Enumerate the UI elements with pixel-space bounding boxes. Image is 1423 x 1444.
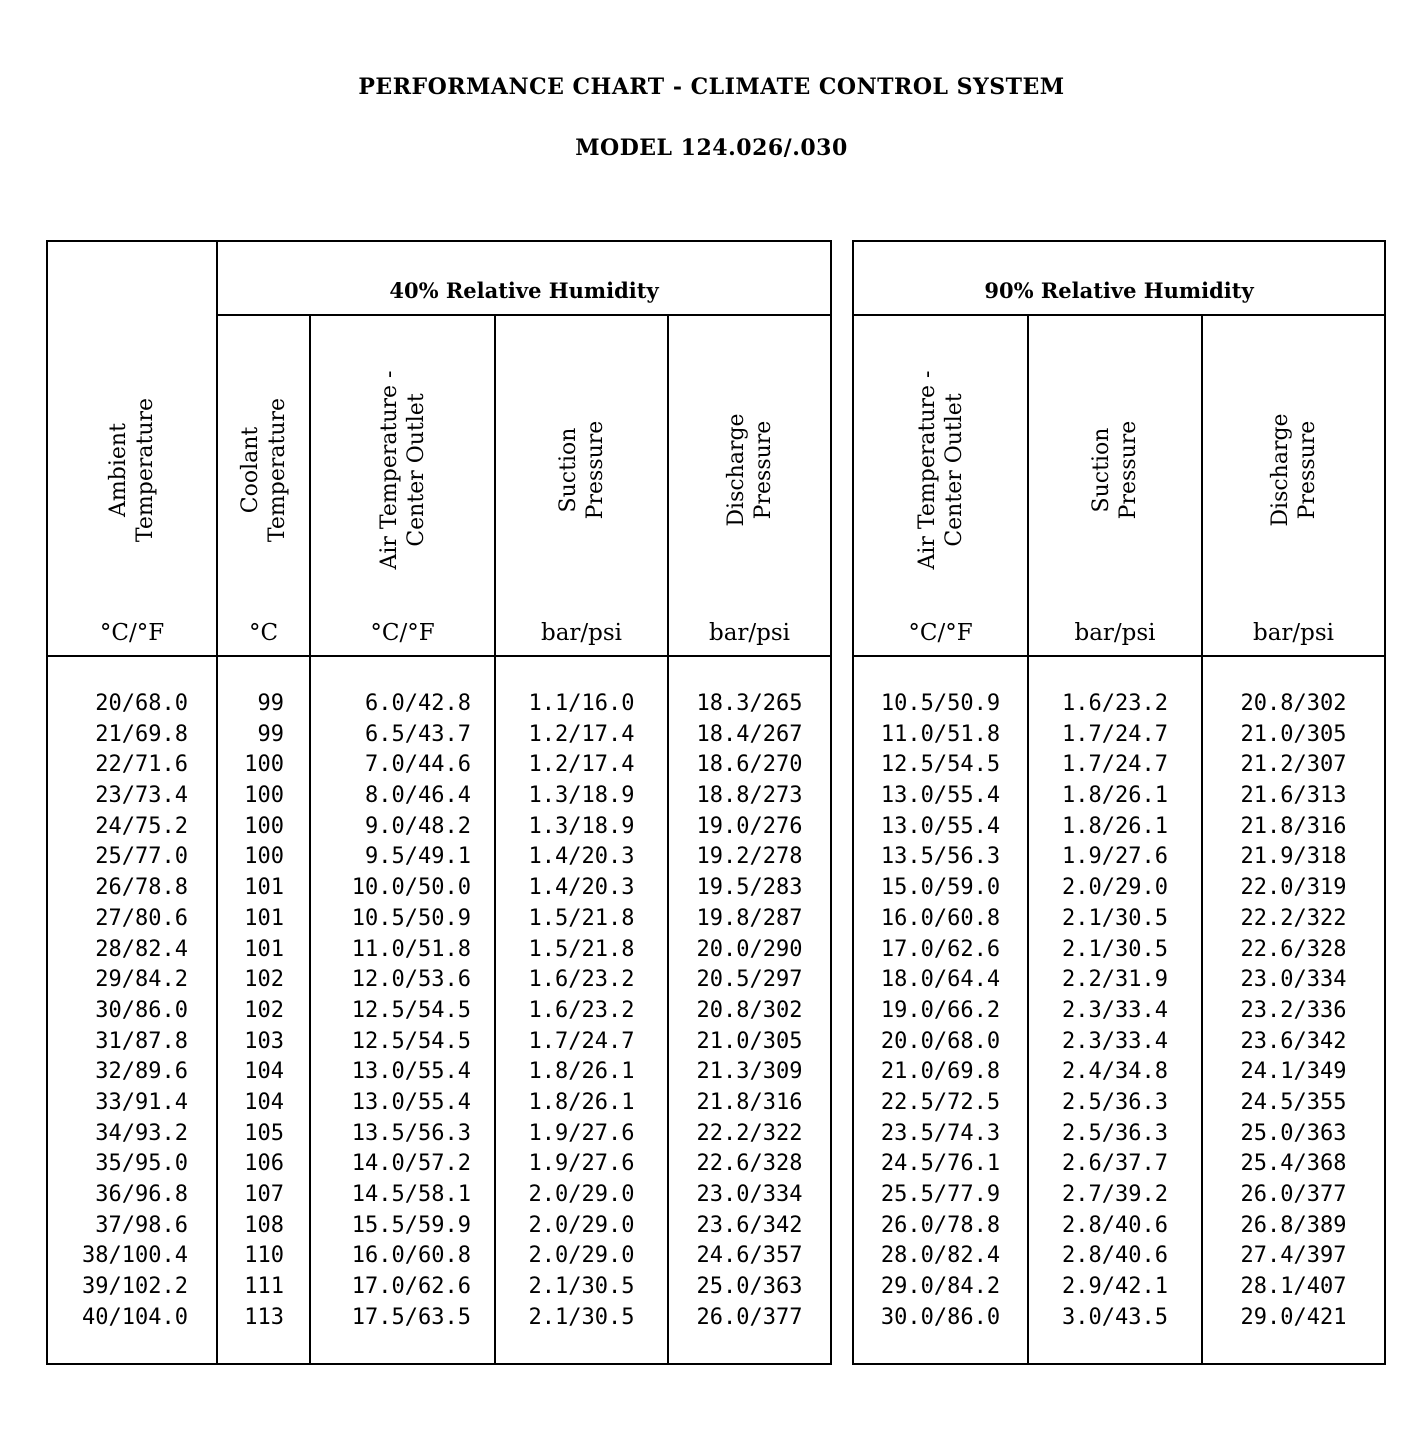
table-cell: 1.6/23.2 xyxy=(528,997,635,1023)
table-cell: 19.0/276 xyxy=(696,813,803,839)
table-cell: 25.0/363 xyxy=(696,1274,803,1300)
table-cell: 3.0/43.5 xyxy=(1062,1304,1168,1330)
column-air-40 xyxy=(311,689,471,1333)
table-cell: 25.4/368 xyxy=(1240,1151,1347,1177)
table-cell: 31/87.8 xyxy=(95,1028,188,1054)
table-cell: 2.0/29.0 xyxy=(528,1212,635,1238)
header-discharge-pressure-90 xyxy=(1203,320,1384,620)
table-cell: 32/89.6 xyxy=(95,1059,188,1085)
table-cell: 2.3/33.4 xyxy=(1062,1028,1168,1054)
table-cell: 1.1/16.0 xyxy=(528,691,635,716)
table-cell: 111 xyxy=(244,1274,284,1300)
header-line: Temperature xyxy=(264,397,290,543)
table-cell: 1.7/24.7 xyxy=(1062,721,1168,747)
header-line: Ambient xyxy=(106,423,131,517)
table-cell: 1.4/20.3 xyxy=(528,875,635,901)
table-cell: 1.4/20.3 xyxy=(528,844,635,870)
table-cell: 22.6/328 xyxy=(1240,936,1347,962)
table-cell: 103 xyxy=(244,1028,284,1054)
table-cell: 10.5/50.9 xyxy=(351,905,471,931)
table-cell: 23.6/342 xyxy=(696,1212,803,1238)
table-cell: 106 xyxy=(244,1151,284,1177)
table-cell: 36/96.8 xyxy=(95,1182,188,1207)
table-cell: 26.0/78.8 xyxy=(880,1212,1001,1238)
column-discharge-40 xyxy=(669,689,830,1333)
table-cell: 2.2/31.9 xyxy=(1062,967,1168,993)
table-cell: 2.5/36.3 xyxy=(1062,1089,1168,1115)
unit-air-90: °C/°F xyxy=(908,620,973,646)
header-line: Pressure xyxy=(582,420,608,520)
column-coolant xyxy=(218,689,284,1333)
column-air-90 xyxy=(854,689,1027,1333)
header-line: Center Outlet xyxy=(941,393,967,547)
table-cell: 9.5/49.1 xyxy=(365,844,471,870)
table-cell: 2.8/40.6 xyxy=(1062,1243,1168,1269)
header-bottom-rule xyxy=(46,655,832,657)
table-cell: 100 xyxy=(244,844,284,870)
table-cell: 2.0/29.0 xyxy=(1062,875,1168,901)
table-cell: 26.0/377 xyxy=(1240,1182,1347,1207)
table-cell: 19.2/278 xyxy=(696,844,803,870)
page-subtitle: MODEL 124.026/.030 xyxy=(575,135,848,161)
table-cell: 11.0/51.8 xyxy=(880,721,1001,747)
table-cell: 2.3/33.4 xyxy=(1062,997,1168,1023)
table-cell: 1.2/17.4 xyxy=(528,752,635,778)
table-cell: 22.5/72.5 xyxy=(880,1089,1001,1115)
header-discharge-pressure-40 xyxy=(669,320,830,620)
table-cell: 110 xyxy=(244,1243,284,1269)
table-cell: 15.0/59.0 xyxy=(880,875,1001,901)
table-cell: 1.9/27.6 xyxy=(528,1120,635,1146)
table-cell: 1.9/27.6 xyxy=(1062,844,1168,870)
table-cell: 20.8/302 xyxy=(696,997,803,1023)
column-suction-90 xyxy=(1029,689,1201,1333)
header-coolant-temperature xyxy=(218,320,309,620)
table-cell: 25.0/363 xyxy=(1240,1120,1347,1146)
table-cell: 40/104.0 xyxy=(82,1304,188,1330)
table-cell: 38/100.4 xyxy=(82,1243,188,1269)
table-cell: 13.5/56.3 xyxy=(880,844,1001,870)
table-cell: 24.5/355 xyxy=(1240,1089,1347,1115)
table-cell: 101 xyxy=(244,936,284,962)
table-cell: 2.1/30.5 xyxy=(1062,936,1168,962)
table-cell: 13.5/56.3 xyxy=(351,1120,471,1146)
table-cell: 1.8/26.1 xyxy=(528,1059,635,1085)
table-cell: 1.7/24.7 xyxy=(1062,752,1168,778)
table-cell: 37/98.6 xyxy=(95,1212,188,1238)
header-line: Center Outlet xyxy=(403,393,429,547)
table-cell: 99 xyxy=(257,721,284,747)
table-cell: 29/84.2 xyxy=(95,967,188,993)
table-cell: 102 xyxy=(244,967,284,993)
table-cell: 2.4/34.8 xyxy=(1062,1059,1168,1085)
header-suction-pressure-40 xyxy=(496,320,667,620)
table-cell: 108 xyxy=(244,1212,284,1238)
unit-suction-90: bar/psi xyxy=(1074,620,1156,646)
table-cell: 23/73.4 xyxy=(95,783,188,809)
table-cell: 24.6/357 xyxy=(696,1243,803,1269)
table-cell: 22.0/319 xyxy=(1240,875,1347,901)
unit-air-40: °C/°F xyxy=(370,620,435,646)
table-cell: 105 xyxy=(244,1120,284,1146)
table-cell: 21.8/316 xyxy=(1240,813,1347,839)
table-cell: 2.1/30.5 xyxy=(528,1304,635,1330)
header-line: Pressure xyxy=(750,420,776,520)
unit-ambient: °C/°F xyxy=(99,620,165,646)
table-cell: 20.8/302 xyxy=(1240,691,1347,716)
table-cell: 24.5/76.1 xyxy=(880,1151,1001,1177)
table-cell: 14.0/57.2 xyxy=(351,1151,471,1177)
table-cell: 99 xyxy=(257,691,284,716)
table-cell: 1.5/21.8 xyxy=(528,905,635,931)
table-cell: 18.3/265 xyxy=(696,691,803,716)
table-cell: 102 xyxy=(244,997,284,1023)
table-cell: 19.5/283 xyxy=(696,875,803,901)
header-line: Suction xyxy=(1089,427,1114,513)
table-cell: 13.0/55.4 xyxy=(351,1089,471,1115)
header-line: Discharge xyxy=(1267,413,1293,527)
table-cell: 19.8/287 xyxy=(696,905,803,931)
table-cell: 10.0/50.0 xyxy=(351,875,471,901)
header-line: Air Temperature - xyxy=(376,370,402,570)
table-cell: 7.0/44.6 xyxy=(365,752,471,778)
header-air-temperature-40 xyxy=(311,320,494,620)
table-cell: 23.0/334 xyxy=(1240,967,1347,993)
table-cell: 101 xyxy=(244,905,284,931)
table-cell: 29.0/84.2 xyxy=(880,1274,1001,1300)
table-cell: 2.5/36.3 xyxy=(1062,1120,1168,1146)
table-cell: 18.4/267 xyxy=(696,721,803,747)
table-cell: 100 xyxy=(244,752,284,778)
table-cell: 14.5/58.1 xyxy=(351,1182,471,1207)
table-cell: 28/82.4 xyxy=(95,936,188,962)
table-cell: 18.6/270 xyxy=(696,752,803,778)
table-cell: 21/69.8 xyxy=(95,721,188,747)
group-header-90-rh: 90% Relative Humidity xyxy=(984,278,1254,303)
header-ambient-temperature xyxy=(48,320,216,620)
table-cell: 35/95.0 xyxy=(95,1151,188,1177)
header-line: Air Temperature - xyxy=(914,370,940,570)
table-cell: 1.5/21.8 xyxy=(528,936,635,962)
table-cell: 12.5/54.5 xyxy=(351,1028,471,1054)
group-header-rule xyxy=(216,314,832,316)
table-cell: 33/91.4 xyxy=(95,1089,188,1115)
unit-coolant: °C xyxy=(248,620,279,646)
table-cell: 28.1/407 xyxy=(1240,1274,1347,1300)
header-line: Discharge xyxy=(723,413,749,527)
table-cell: 30.0/86.0 xyxy=(880,1304,1001,1330)
table-cell: 23.5/74.3 xyxy=(880,1120,1001,1146)
table-cell: 28.0/82.4 xyxy=(880,1243,1001,1269)
unit-suction-40: bar/psi xyxy=(540,620,623,646)
table-cell: 15.5/59.9 xyxy=(351,1212,471,1238)
table-cell: 16.0/60.8 xyxy=(351,1243,471,1269)
table-cell: 17.0/62.6 xyxy=(880,936,1001,962)
table-cell: 1.2/17.4 xyxy=(528,721,635,747)
table-cell: 26/78.8 xyxy=(95,875,188,901)
table-cell: 2.0/29.0 xyxy=(528,1182,635,1207)
table-cell: 1.9/27.6 xyxy=(528,1151,635,1177)
header-suction-pressure-90 xyxy=(1029,320,1201,620)
table-cell: 2.1/30.5 xyxy=(1062,905,1168,931)
column-discharge-90 xyxy=(1203,689,1384,1333)
table-cell: 24/75.2 xyxy=(95,813,188,839)
table-cell: 20.5/297 xyxy=(696,967,803,993)
header-line: Coolant xyxy=(237,426,263,514)
column-ambient xyxy=(48,689,188,1333)
table-cell: 9.0/48.2 xyxy=(365,813,471,839)
table-cell: 22.6/328 xyxy=(696,1151,803,1177)
group-header-40-rh: 40% Relative Humidity xyxy=(389,278,659,303)
table-cell: 17.5/63.5 xyxy=(351,1304,471,1330)
table-cell: 21.8/316 xyxy=(696,1089,803,1115)
table-cell: 21.0/69.8 xyxy=(880,1059,1001,1085)
table-cell: 20.0/290 xyxy=(696,936,803,962)
table-cell: 11.0/51.8 xyxy=(351,936,471,962)
table-cell: 104 xyxy=(244,1089,284,1115)
table-cell: 18.8/273 xyxy=(696,783,803,809)
table-cell: 26.8/389 xyxy=(1240,1212,1347,1238)
table-cell: 39/102.2 xyxy=(82,1274,188,1300)
table-cell: 1.8/26.1 xyxy=(1062,813,1168,839)
table-cell: 34/93.2 xyxy=(95,1120,188,1146)
column-suction-40 xyxy=(496,689,667,1333)
header-line: Pressure xyxy=(1294,420,1320,520)
table-cell: 26.0/377 xyxy=(696,1304,803,1330)
table-cell: 1.8/26.1 xyxy=(528,1089,635,1115)
table-cell: 23.0/334 xyxy=(696,1182,803,1207)
header-line: Pressure xyxy=(1116,420,1141,520)
table-cell: 12.5/54.5 xyxy=(880,752,1001,778)
table-cell: 1.3/18.9 xyxy=(528,783,635,809)
table-cell: 100 xyxy=(244,783,284,809)
table-cell: 23.2/336 xyxy=(1240,997,1347,1023)
table-cell: 101 xyxy=(244,875,284,901)
table-cell: 1.3/18.9 xyxy=(528,813,635,839)
table-cell: 23.6/342 xyxy=(1240,1028,1347,1054)
table-cell: 8.0/46.4 xyxy=(365,783,471,809)
table-cell: 2.0/29.0 xyxy=(528,1243,635,1269)
header-air-temperature-90 xyxy=(854,320,1027,620)
table-cell: 13.0/55.4 xyxy=(880,813,1001,839)
table-cell: 20.0/68.0 xyxy=(880,1028,1001,1054)
table-cell: 104 xyxy=(244,1059,284,1085)
table-cell: 10.5/50.9 xyxy=(880,691,1001,716)
table-cell: 2.8/40.6 xyxy=(1062,1212,1168,1238)
table-cell: 21.0/305 xyxy=(696,1028,803,1054)
table-cell: 1.6/23.2 xyxy=(528,967,635,993)
table-cell: 13.0/55.4 xyxy=(880,783,1001,809)
header-bottom-rule xyxy=(852,655,1386,657)
table-cell: 21.0/305 xyxy=(1240,721,1347,747)
table-cell: 2.7/39.2 xyxy=(1062,1182,1168,1207)
table-cell: 20/68.0 xyxy=(95,691,188,716)
table-cell: 6.0/42.8 xyxy=(365,691,471,716)
table-cell: 24.1/349 xyxy=(1240,1059,1347,1085)
table-cell: 13.0/55.4 xyxy=(351,1059,471,1085)
table-cell: 12.5/54.5 xyxy=(351,997,471,1023)
table-cell: 2.9/42.1 xyxy=(1062,1274,1168,1300)
table-cell: 1.7/24.7 xyxy=(528,1028,635,1054)
table-cell: 16.0/60.8 xyxy=(880,905,1001,931)
header-line: Suction xyxy=(555,427,581,513)
table-cell: 21.9/318 xyxy=(1240,844,1347,870)
table-cell: 21.2/307 xyxy=(1240,752,1347,778)
table-cell: 6.5/43.7 xyxy=(365,721,471,747)
table-cell: 21.6/313 xyxy=(1240,783,1347,809)
table-cell: 12.0/53.6 xyxy=(351,967,471,993)
table-cell: 1.8/26.1 xyxy=(1062,783,1168,809)
page-title: PERFORMANCE CHART - CLIMATE CONTROL SYSTEM xyxy=(358,74,1065,100)
unit-discharge-40: bar/psi xyxy=(708,620,791,646)
table-cell: 22.2/322 xyxy=(1240,905,1347,931)
table-cell: 17.0/62.6 xyxy=(351,1274,471,1300)
table-cell: 22.2/322 xyxy=(696,1120,803,1146)
table-cell: 29.0/421 xyxy=(1240,1304,1347,1330)
table-cell: 2.1/30.5 xyxy=(528,1274,635,1300)
table-cell: 30/86.0 xyxy=(95,997,188,1023)
unit-discharge-90: bar/psi xyxy=(1252,620,1335,646)
table-cell: 27/80.6 xyxy=(95,905,188,931)
table-cell: 18.0/64.4 xyxy=(880,967,1001,993)
table-cell: 19.0/66.2 xyxy=(880,997,1001,1023)
group-header-rule xyxy=(852,314,1386,316)
table-cell: 107 xyxy=(244,1182,284,1207)
table-cell: 25/77.0 xyxy=(95,844,188,870)
table-cell: 27.4/397 xyxy=(1240,1243,1347,1269)
table-cell: 1.6/23.2 xyxy=(1062,691,1168,716)
header-line: Temperature xyxy=(133,397,158,543)
table-cell: 100 xyxy=(244,813,284,839)
table-cell: 22/71.6 xyxy=(95,752,188,778)
table-cell: 2.6/37.7 xyxy=(1062,1151,1168,1177)
table-cell: 25.5/77.9 xyxy=(880,1182,1001,1207)
table-cell: 113 xyxy=(244,1304,284,1330)
table-cell: 21.3/309 xyxy=(696,1059,803,1085)
